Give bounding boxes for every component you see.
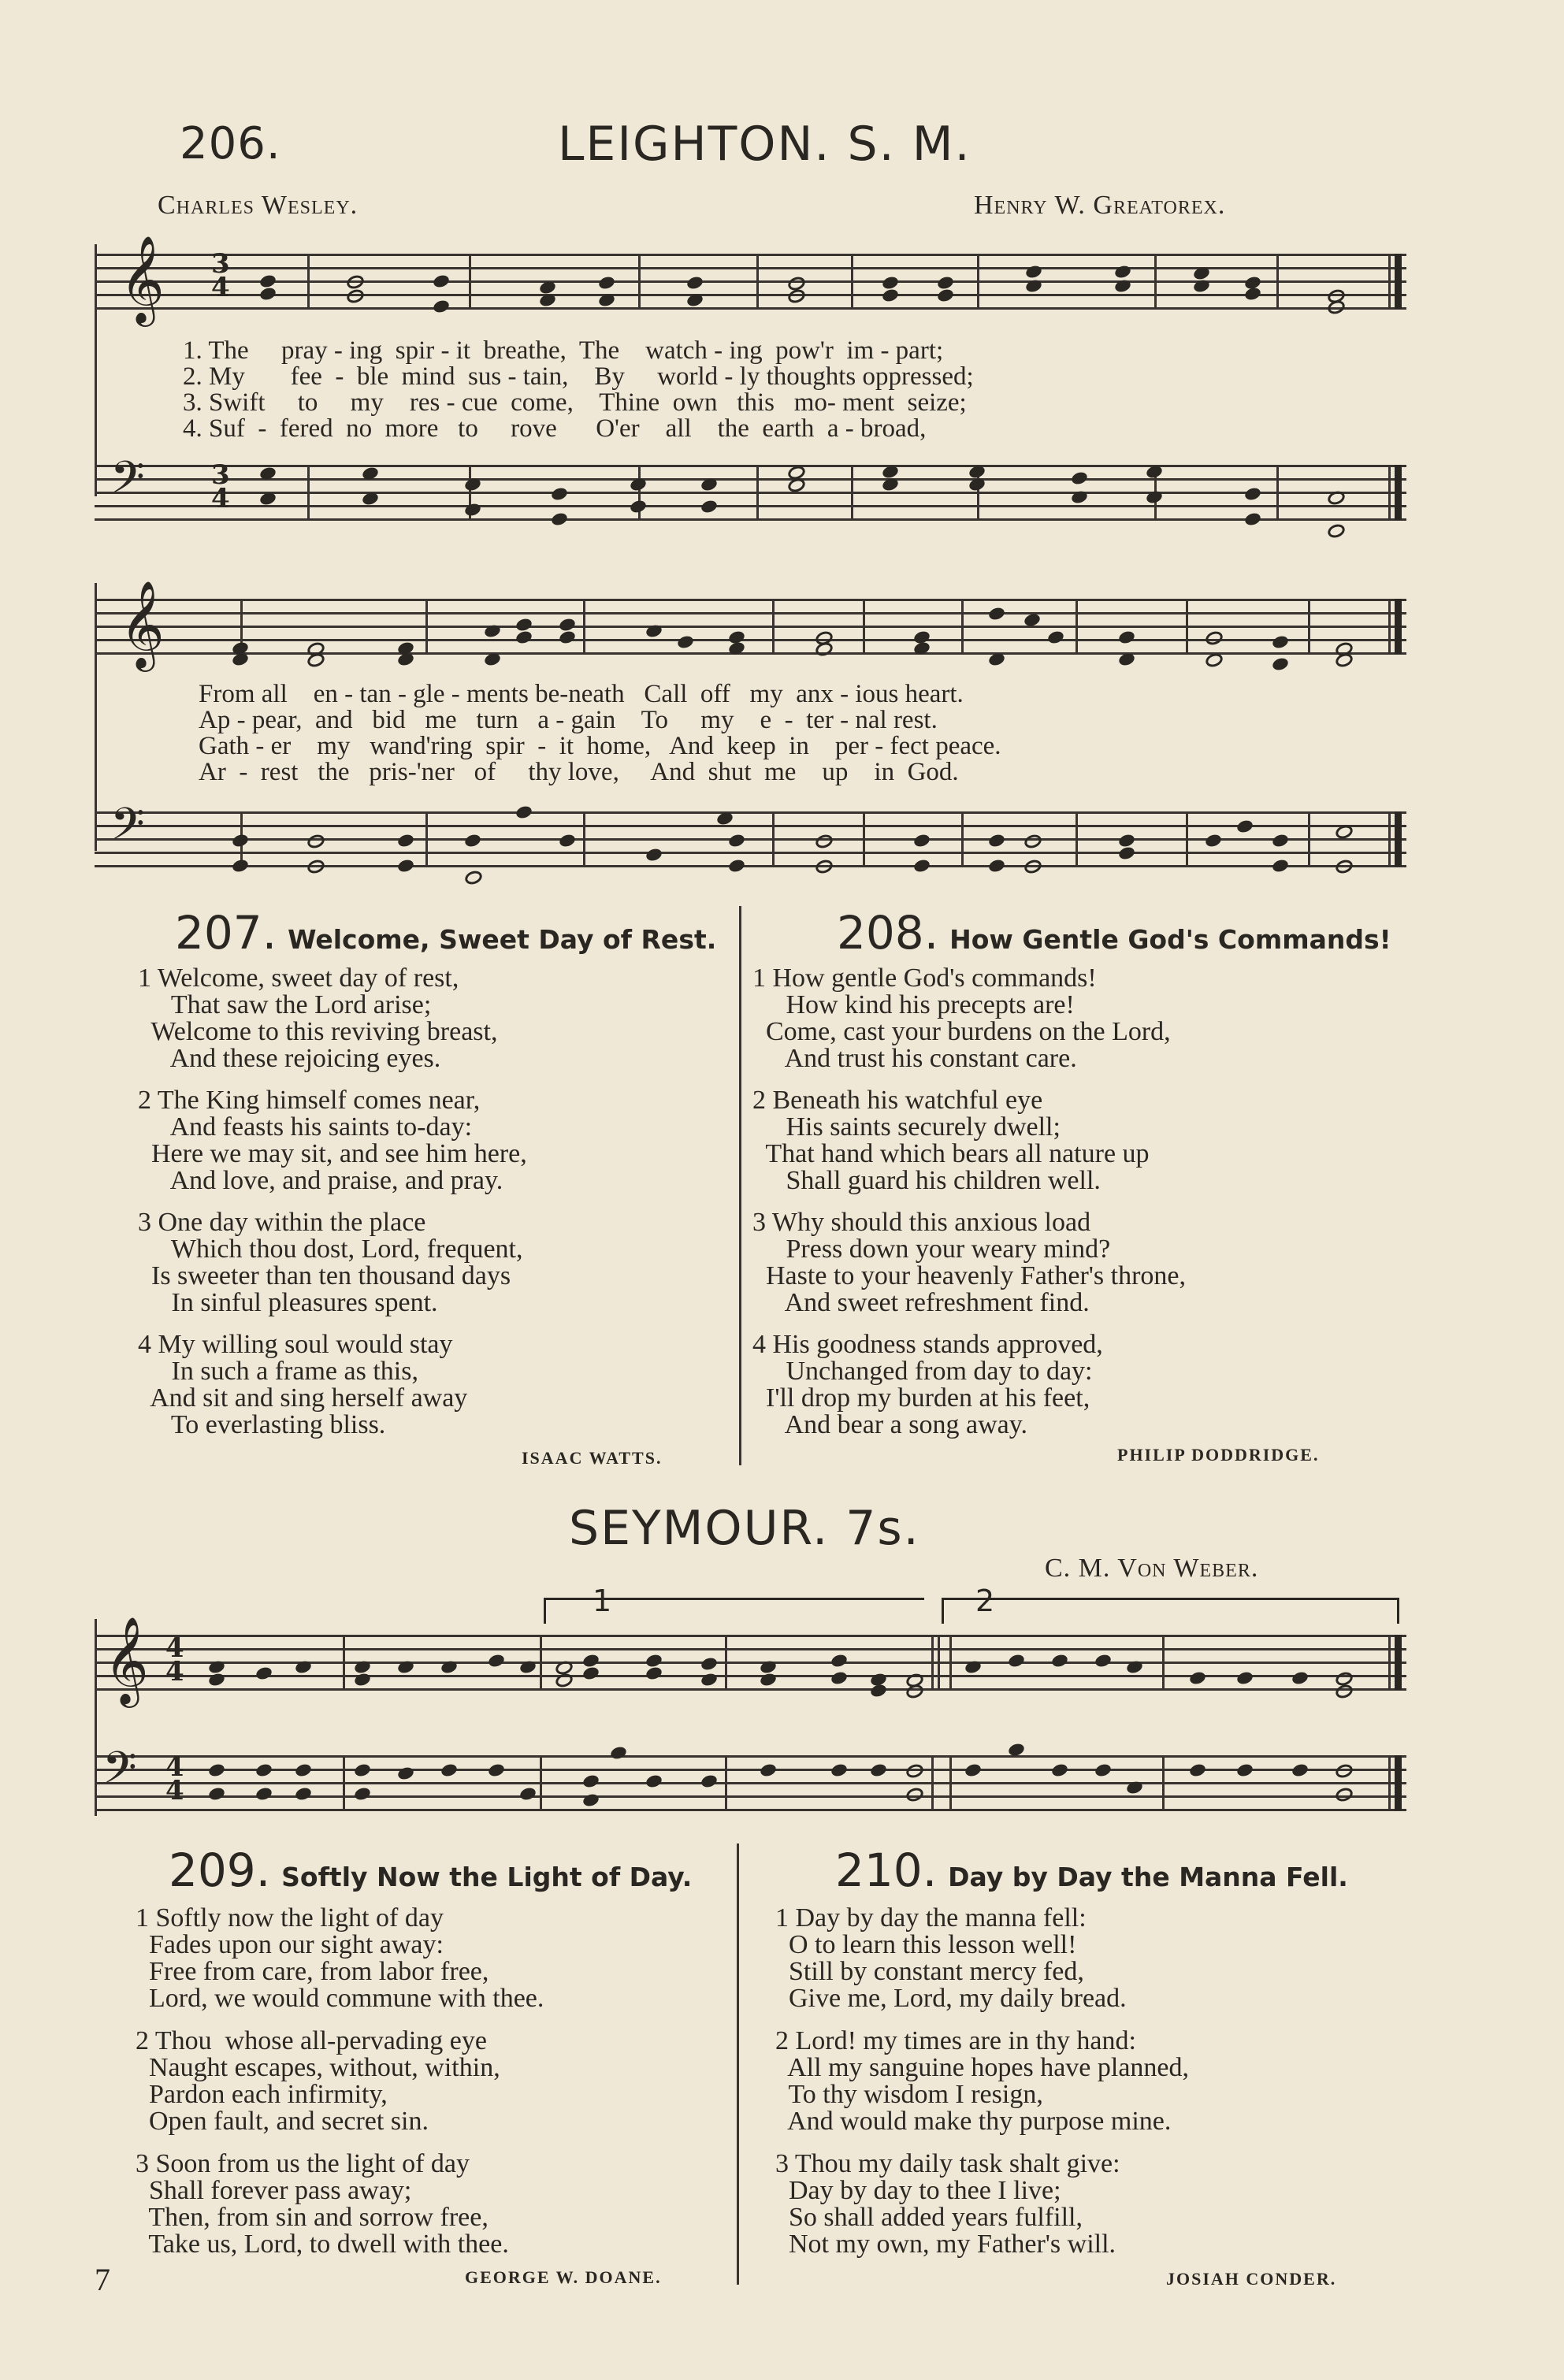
column-divider bbox=[739, 906, 741, 1465]
hymn-206-number: 206. bbox=[180, 118, 281, 169]
hymn-208-stanza-4: 4 His goodness stands approved, Unchanged from day to day: I'll drop my burden at his feet, And bear a song away. bbox=[752, 1330, 1103, 1439]
treble-clef-icon: 𝄞 bbox=[104, 1616, 149, 1704]
leighton-lyrics-line1-verse3: 3. Swift to my res - cue come, Thine own this mo- ment seize; bbox=[183, 388, 967, 417]
hymn-208-stanza-3: 3 Why should this anxious load Press down your weary mind? Haste to your heavenly Father's throne, And sweet refreshment find. bbox=[752, 1208, 1186, 1317]
hymn-208-stanza-2: 2 Beneath his watchful eye His saints securely dwell; That hand which bears all nature up Shall guard his children well. bbox=[752, 1086, 1150, 1195]
hymn-209-number: 209. bbox=[169, 1843, 271, 1897]
hymn-209-stanza-1: 1 Softly now the light of day Fades upon our sight away: Free from care, from labor free, Lord, we would commune with thee. bbox=[136, 1903, 544, 2013]
tune-title-seymour: SEYMOUR. 7s. bbox=[569, 1501, 920, 1556]
hymn-209-stanza-3: 3 Soon from us the light of day Shall forever pass away; Then, from sin and sorrow free, Take us, Lord, to dwell with thee. bbox=[136, 2149, 509, 2259]
hymn-208-title: How Gentle God's Commands! bbox=[949, 924, 1391, 955]
hymn-209-stanza-2: 2 Thou whose all-pervading eye Naught escapes, without, within, Pardon each infirmity, Open fault, and secret sin. bbox=[136, 2026, 500, 2136]
hymn-210-stanza-1: 1 Day by day the manna fell: O to learn this lesson well! Still by constant mercy fed, Give me, Lord, my daily bread. bbox=[775, 1903, 1127, 2013]
hymn-208-stanza-1: 1 How gentle God's commands! How kind his precepts are! Come, cast your burdens on the Lord, And trust his constant care. bbox=[752, 964, 1171, 1073]
hymn-207-stanza-3: 3 One day within the place Which thou dost, Lord, frequent, Is sweeter than ten thousand days In sinful pleasures spent. bbox=[138, 1208, 523, 1317]
page-number: 7 bbox=[95, 2262, 110, 2297]
bass-clef-icon: 𝄢 bbox=[102, 1743, 137, 1805]
time-signature: 3 4 bbox=[211, 248, 230, 303]
hymn-210-heading bbox=[835, 1843, 1348, 1897]
column-divider bbox=[737, 1843, 739, 2285]
bass-staff-2 bbox=[95, 799, 1406, 890]
bass-clef-icon: 𝄢 bbox=[110, 799, 145, 861]
seymour-treble-staff bbox=[95, 1616, 1406, 1714]
tune-title-leighton: LEIGHTON. S. M. bbox=[558, 117, 971, 172]
treble-notes-1 bbox=[95, 244, 1406, 331]
hymn-210-author: JOSIAH CONDER. bbox=[1166, 2269, 1337, 2289]
time-signature: 4 4 bbox=[165, 1751, 184, 1806]
hymn-208-heading bbox=[837, 906, 1391, 960]
hymn-210-stanza-3: 3 Thou my daily task shalt give: Day by day to thee I live; So shall added years fulfill, Not my own, my Father's will. bbox=[775, 2149, 1120, 2259]
music-credit: Henry W. Greatorex. bbox=[974, 191, 1226, 220]
time-signature: 4 4 bbox=[165, 1632, 184, 1688]
first-ending-number: 1 bbox=[593, 1584, 612, 1618]
hymn-209-title: Softly Now the Light of Day. bbox=[281, 1862, 693, 1892]
treble-clef-icon: 𝄞 bbox=[120, 235, 165, 323]
hymn-207-author: ISAAC WATTS. bbox=[522, 1448, 663, 1468]
hymn-210-stanza-2: 2 Lord! my times are in thy hand: All my sanguine hopes have planned, To thy wisdom I resign, And would make thy purpose mine. bbox=[775, 2026, 1190, 2136]
seymour-bass-staff bbox=[95, 1743, 1406, 1834]
bass-clef-icon: 𝄢 bbox=[110, 452, 145, 514]
second-ending-number: 2 bbox=[975, 1584, 995, 1618]
hymn-210-title: Day by Day the Manna Fell. bbox=[948, 1862, 1348, 1892]
hymn-207-heading bbox=[175, 906, 716, 960]
leighton-lyrics-line1-verse4: 4. Suf - fered no more to rove O'er all the earth a - broad, bbox=[183, 414, 927, 443]
hymn-207-title: Welcome, Sweet Day of Rest. bbox=[288, 924, 717, 955]
words-credit: Charles Wesley. bbox=[158, 191, 358, 220]
hymn-207-stanza-1: 1 Welcome, sweet day of rest, That saw the Lord arise; Welcome to this reviving breast, And these rejoicing eyes. bbox=[138, 964, 498, 1073]
time-signature: 3 4 bbox=[211, 459, 230, 514]
hymn-209-heading bbox=[169, 1843, 692, 1897]
hymn-209-author: GEORGE W. DOANE. bbox=[465, 2267, 662, 2287]
hymn-208-number: 208. bbox=[837, 906, 939, 960]
second-ending-bracket bbox=[942, 1598, 1399, 1624]
hymn-210-number: 210. bbox=[835, 1843, 938, 1897]
seymour-music-credit: C. M. Von Weber. bbox=[1045, 1554, 1259, 1583]
treble-clef-icon: 𝄞 bbox=[120, 580, 165, 668]
treble-staff-2 bbox=[95, 580, 1406, 678]
leighton-lyrics-line2-verse3: Gath - er my wand'ring spir - it home, And keep in per - fect peace. bbox=[199, 732, 1001, 760]
leighton-lyrics-line2-verse4: Ar - rest the pris-'ner of thy love, And shut me up in God. bbox=[199, 758, 959, 786]
leighton-lyrics-line1-verse2: 2. My fee - ble mind sus - tain, By world - ly thoughts oppressed; bbox=[183, 362, 974, 391]
leighton-lyrics-line1-verse1: 1. The pray - ing spir - it breathe, The watch - ing pow'r im - part; bbox=[183, 336, 944, 365]
hymn-207-number: 207. bbox=[175, 906, 277, 960]
hymn-208-author: PHILIP DODDRIDGE. bbox=[1117, 1445, 1320, 1465]
leighton-lyrics-line2-verse1: From all en - tan - gle - ments be-neath Call off my anx - ious heart. bbox=[199, 680, 964, 708]
hymn-207-stanza-2: 2 The King himself comes near, And feasts his saints to-day: Here we may sit, and see him here, And love, and praise, and pray. bbox=[138, 1086, 527, 1195]
hymn-207-stanza-4: 4 My willing soul would stay In such a frame as this, And sit and sing herself away To everlasting bliss. bbox=[138, 1330, 468, 1439]
bass-staff-1 bbox=[95, 452, 1406, 544]
leighton-lyrics-line2-verse2: Ap - pear, and bid me turn a - gain To my e - ter - nal rest. bbox=[199, 706, 938, 734]
